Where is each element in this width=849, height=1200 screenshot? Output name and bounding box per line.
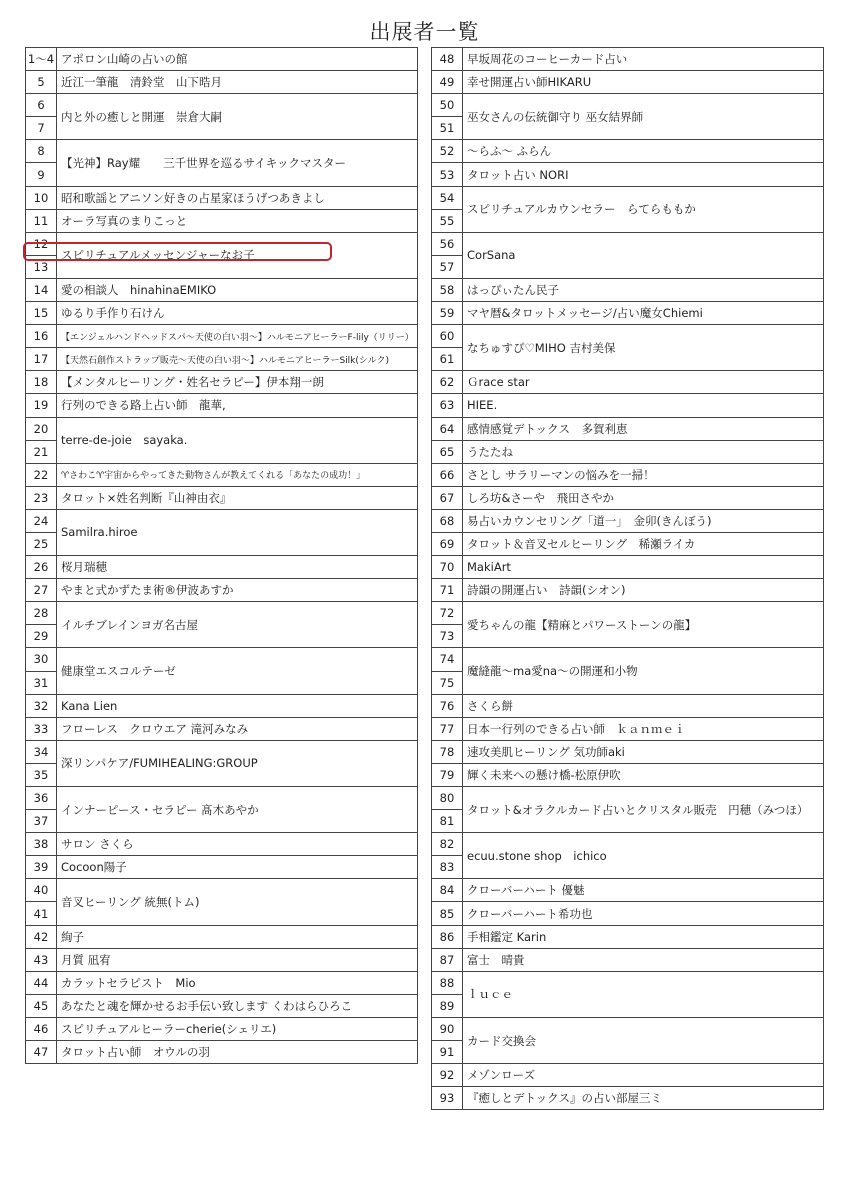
table-row (26, 71, 418, 94)
booth-number: 78 (432, 740, 463, 763)
table-row (432, 186, 824, 209)
table-row (26, 787, 418, 810)
exhibitor-name: イルチブレインヨガ名古屋 (57, 602, 418, 648)
table-row (432, 325, 824, 348)
booth-number: 23 (26, 486, 57, 509)
exhibitor-name: Ｇrace star (463, 371, 824, 394)
booth-number: 43 (26, 948, 57, 971)
booth-number: 54 (432, 186, 463, 209)
exhibitor-name: 手相鑑定 Karin (463, 925, 824, 948)
table-row (432, 579, 824, 602)
booth-number: 45 (26, 994, 57, 1017)
table-row (26, 486, 418, 509)
exhibitor-name: タロット占い NORI (463, 163, 824, 186)
table-row (26, 325, 418, 348)
table-row (432, 648, 824, 671)
exhibitor-table-right (431, 47, 824, 1110)
booth-number: 87 (432, 948, 463, 971)
table-row (432, 486, 824, 509)
booth-number: 80 (432, 787, 463, 810)
exhibitor-name: terre-de-joie sayaka. (57, 417, 418, 463)
booth-number: 68 (432, 509, 463, 532)
table-row (432, 556, 824, 579)
table-row (26, 1017, 418, 1040)
exhibitor-name: 【天然石創作ストラップ販売～天使の白い羽～】ハルモニアヒーラーSilk(シルク) (57, 348, 418, 371)
booth-number: 28 (26, 602, 57, 625)
booth-number: 76 (432, 694, 463, 717)
booth-number: 14 (26, 278, 57, 301)
exhibitor-name: 日本一行列のできる占い師 ｋａｎｍｅｉ (463, 717, 824, 740)
booth-number: 86 (432, 925, 463, 948)
table-row (432, 94, 824, 117)
exhibitor-table-left (25, 47, 418, 1064)
booth-number: 66 (432, 463, 463, 486)
exhibitor-name: 易占いカウンセリング「道一」 金卯(きんぼう) (463, 509, 824, 532)
table-row (26, 879, 418, 902)
booth-number: 42 (26, 925, 57, 948)
page-title: 出展者一覧 (369, 20, 480, 44)
booth-number: 22 (26, 463, 57, 486)
booth-number: 38 (26, 833, 57, 856)
exhibitor-name: はっぴぃたん民子 (463, 278, 824, 301)
table-row (26, 694, 418, 717)
booth-number: 31 (26, 671, 57, 694)
table-row (26, 302, 418, 325)
exhibitor-name: クローバーハート 優魅 (463, 879, 824, 902)
exhibitor-name: 行列のできる路上占い師 龍華, (57, 394, 418, 417)
table-row (432, 371, 824, 394)
table-row (26, 948, 418, 971)
booth-number: 46 (26, 1017, 57, 1040)
exhibitor-name: 富士 晴貴 (463, 948, 824, 971)
exhibitor-name: 詩韻の開運占い 詩韻(シオン) (463, 579, 824, 602)
table-row (432, 879, 824, 902)
table-row (432, 417, 824, 440)
exhibitor-name: 早坂周花のコーヒーカード占い (463, 48, 824, 71)
table-row (26, 856, 418, 879)
booth-number: 65 (432, 440, 463, 463)
booth-number: 90 (432, 1017, 463, 1040)
exhibitor-name: なちゅすぴ♡MIHO 吉村美保 (463, 325, 824, 371)
exhibitor-name: タロット占い師 オウルの羽 (57, 1041, 418, 1064)
table-row (432, 302, 824, 325)
exhibitor-name: 感情感覚デトックス 多賀利恵 (463, 417, 824, 440)
booth-number: 18 (26, 371, 57, 394)
exhibitor-name: 月質 凪宥 (57, 948, 418, 971)
booth-number: 71 (432, 579, 463, 602)
exhibitor-name: 健康堂エスコルテーゼ (57, 648, 418, 694)
table-row (432, 971, 824, 994)
table-row (432, 1087, 824, 1110)
table-row (26, 648, 418, 671)
exhibitor-name: うたたね (463, 440, 824, 463)
booth-number: 35 (26, 763, 57, 786)
table-row (26, 740, 418, 763)
exhibitor-name: Kana Lien (57, 694, 418, 717)
table-row (432, 48, 824, 71)
table-row (432, 694, 824, 717)
booth-number: 83 (432, 856, 463, 879)
booth-number: 53 (432, 163, 463, 186)
table-row (432, 140, 824, 163)
booth-number: 48 (432, 48, 463, 71)
table-row (26, 579, 418, 602)
booth-number: 34 (26, 740, 57, 763)
exhibitor-name: マヤ暦&タロットメッセージ/占い魔女Chiemi (463, 302, 824, 325)
exhibitor-name: 速攻美肌ヒーリング 気功師aki (463, 740, 824, 763)
table-row (432, 71, 824, 94)
booth-number: 62 (432, 371, 463, 394)
booth-number: 57 (432, 255, 463, 278)
exhibitor-name: クローバーハート希功也 (463, 902, 824, 925)
exhibitor-name: スピリチュアルヒーラーcherie(シェリエ) (57, 1017, 418, 1040)
booth-number: 29 (26, 625, 57, 648)
booth-number: 56 (432, 232, 463, 255)
booth-number: 75 (432, 671, 463, 694)
table-row (26, 463, 418, 486)
booth-number: 77 (432, 717, 463, 740)
exhibitor-name: カラットセラピスト Mio (57, 971, 418, 994)
exhibitor-name: タロット&オラクルカード占いとクリスタル販売 円穂（みつほ） (463, 787, 824, 833)
booth-number: 15 (26, 302, 57, 325)
exhibitor-name: 幸せ開運占い師HIKARU (463, 71, 824, 94)
exhibitor-name: 深リンパケア/FUMIHEALING:GROUP (57, 740, 418, 786)
booth-number: 52 (432, 140, 463, 163)
exhibitor-name: ♈さわこ♈宇宙からやってきた動物さんが教えてくれる「あなたの成功！」 (57, 463, 418, 486)
booth-number: 51 (432, 117, 463, 140)
exhibitor-name: 桜月瑞穂 (57, 556, 418, 579)
booth-number: 61 (432, 348, 463, 371)
exhibitor-name: メゾンローズ (463, 1064, 824, 1087)
exhibitor-name: フローレス クロウエア 滝河みなみ (57, 717, 418, 740)
booth-number: 33 (26, 717, 57, 740)
table-row (432, 902, 824, 925)
booth-number: 24 (26, 509, 57, 532)
booth-number: 9 (26, 163, 57, 186)
table-row (26, 717, 418, 740)
exhibitor-name: MakiArt (463, 556, 824, 579)
exhibitor-name: 内と外の癒しと開運 崇倉大嗣 (57, 94, 418, 140)
exhibitor-name: 近江一筆龍 清鈴堂 山下晧月 (57, 71, 418, 94)
booth-number: 25 (26, 532, 57, 555)
exhibitor-name: ゆるり手作り石けん (57, 302, 418, 325)
booth-number: 27 (26, 579, 57, 602)
table-row (432, 532, 824, 555)
table-row (432, 163, 824, 186)
exhibitor-name: タロット＆音叉セルヒーリング 稀瀬ライカ (463, 532, 824, 555)
table-row (432, 925, 824, 948)
booth-number: 84 (432, 879, 463, 902)
table-row (26, 348, 418, 371)
booth-number: 8 (26, 140, 57, 163)
highlight-box (23, 242, 332, 261)
booth-number: 12 (26, 232, 57, 255)
exhibitor-name: Cocoon陽子 (57, 856, 418, 879)
table-row (26, 1041, 418, 1064)
table-row (432, 833, 824, 856)
table-row (432, 1017, 824, 1040)
booth-number: 69 (432, 532, 463, 555)
booth-number: 47 (26, 1041, 57, 1064)
table-row (432, 787, 824, 810)
table-row (432, 740, 824, 763)
exhibitor-name: さとし サラリーマンの悩みを一掃！ (463, 463, 824, 486)
booth-number: 72 (432, 602, 463, 625)
exhibitor-name: インナーピース・セラピー 髙木あやか (57, 787, 418, 833)
exhibitor-name: 愛ちゃんの龍【精麻とパワーストーンの龍】 (463, 602, 824, 648)
booth-number: 26 (26, 556, 57, 579)
exhibitor-name: 【エンジェルハンドヘッドスパ～天使の白い羽～】ハルモニアヒーラーF-lily（リリー） (57, 325, 418, 348)
table-row (26, 509, 418, 532)
table-row (26, 209, 418, 232)
exhibitor-name: 『癒しとデトックス』の占い部屋三ミ (463, 1087, 824, 1110)
booth-number: 19 (26, 394, 57, 417)
booth-number: 70 (432, 556, 463, 579)
table-row (26, 394, 418, 417)
booth-number: 89 (432, 994, 463, 1017)
exhibitor-name: Samilra.hiroe (57, 509, 418, 555)
table-row (432, 394, 824, 417)
booth-number: 37 (26, 810, 57, 833)
table-row (432, 509, 824, 532)
exhibitor-name: ｌｕｃｅ (463, 971, 824, 1017)
booth-number: 20 (26, 417, 57, 440)
exhibitor-name: 絢子 (57, 925, 418, 948)
exhibitor-name: 昭和歌謡とアニソン好きの占星家ほうげつあきよし (57, 186, 418, 209)
table-row (26, 833, 418, 856)
booth-number: 63 (432, 394, 463, 417)
exhibitor-name: ecuu.stone shop ichico (463, 833, 824, 879)
booth-number: 44 (26, 971, 57, 994)
exhibitor-name: 【メンタルヒーリング・姓名セラピー】伊本翔一朗 (57, 371, 418, 394)
exhibitor-name: アポロン山崎の占いの館 (57, 48, 418, 71)
table-row (26, 48, 418, 71)
exhibitor-name: しろ坊&さーや 飛田さやか (463, 486, 824, 509)
table-row (432, 948, 824, 971)
table-row (432, 232, 824, 255)
table-row (432, 717, 824, 740)
booth-number: 30 (26, 648, 57, 671)
exhibitor-name: スピリチュアルカウンセラー らてらももか (463, 186, 824, 232)
table-row (26, 140, 418, 163)
exhibitor-name: 音叉ヒーリング 統無(トム) (57, 879, 418, 925)
exhibitor-name: 【光神】Ray耀 三千世界を巡るサイキックマスター (57, 140, 418, 186)
exhibitor-name: 輝く未来への懸け橋-松原伊吹 (463, 763, 824, 786)
table-row (26, 371, 418, 394)
booth-number: 79 (432, 763, 463, 786)
booth-number: 17 (26, 348, 57, 371)
booth-number: 50 (432, 94, 463, 117)
booth-number: 41 (26, 902, 57, 925)
table-row (432, 278, 824, 301)
booth-number: 60 (432, 325, 463, 348)
booth-number: 40 (26, 879, 57, 902)
exhibitor-name: オーラ写真のまりこっと (57, 209, 418, 232)
table-row (26, 278, 418, 301)
booth-number: 81 (432, 810, 463, 833)
booth-number: 73 (432, 625, 463, 648)
table-row (26, 925, 418, 948)
exhibitor-name: あなたと魂を輝かせるお手伝い致します くわはらひろこ (57, 994, 418, 1017)
booth-number: 82 (432, 833, 463, 856)
table-row (26, 602, 418, 625)
exhibitor-name: ～らふ～ ふらん (463, 140, 824, 163)
exhibitor-name: 愛の相談人 hinahinaEMIKO (57, 278, 418, 301)
booth-number: 7 (26, 117, 57, 140)
table-row (26, 186, 418, 209)
table-row (26, 994, 418, 1017)
table-row (432, 763, 824, 786)
booth-number: 58 (432, 278, 463, 301)
booth-number: 67 (432, 486, 463, 509)
table-row (26, 971, 418, 994)
table-row (432, 463, 824, 486)
exhibitor-name: カード交換会 (463, 1017, 824, 1063)
table-row (432, 440, 824, 463)
table-row (26, 417, 418, 440)
booth-number: 74 (432, 648, 463, 671)
exhibitor-name: 巫女さんの伝統御守り 巫女結界師 (463, 94, 824, 140)
booth-number: 21 (26, 440, 57, 463)
booth-number: 55 (432, 209, 463, 232)
booth-number: 1～4 (26, 48, 57, 71)
table-row (432, 1064, 824, 1087)
exhibitor-name: CorSana (463, 232, 824, 278)
exhibitor-name: タロット×姓名判断『山神由衣』 (57, 486, 418, 509)
booth-number: 10 (26, 186, 57, 209)
booth-number: 93 (432, 1087, 463, 1110)
table-row (26, 556, 418, 579)
table-row (26, 94, 418, 117)
exhibitor-name: 魔縫龍～ma愛na～の開運和小物 (463, 648, 824, 694)
booth-number: 59 (432, 302, 463, 325)
booth-number: 88 (432, 971, 463, 994)
booth-number: 32 (26, 694, 57, 717)
table-row (432, 602, 824, 625)
booth-number: 6 (26, 94, 57, 117)
booth-number: 64 (432, 417, 463, 440)
exhibitor-name: サロン さくら (57, 833, 418, 856)
booth-number: 16 (26, 325, 57, 348)
exhibitor-name: HIEE. (463, 394, 824, 417)
exhibitor-name: スピリチュアルメッセンジャーなお子 (57, 232, 418, 278)
exhibitor-name: さくら餅 (463, 694, 824, 717)
booth-number: 5 (26, 71, 57, 94)
booth-number: 36 (26, 787, 57, 810)
booth-number: 13 (26, 255, 57, 278)
booth-number: 92 (432, 1064, 463, 1087)
booth-number: 39 (26, 856, 57, 879)
booth-number: 91 (432, 1041, 463, 1064)
booth-number: 11 (26, 209, 57, 232)
booth-number: 85 (432, 902, 463, 925)
booth-number: 49 (432, 71, 463, 94)
exhibitor-name: やまと式かずたま術®伊波あすか (57, 579, 418, 602)
